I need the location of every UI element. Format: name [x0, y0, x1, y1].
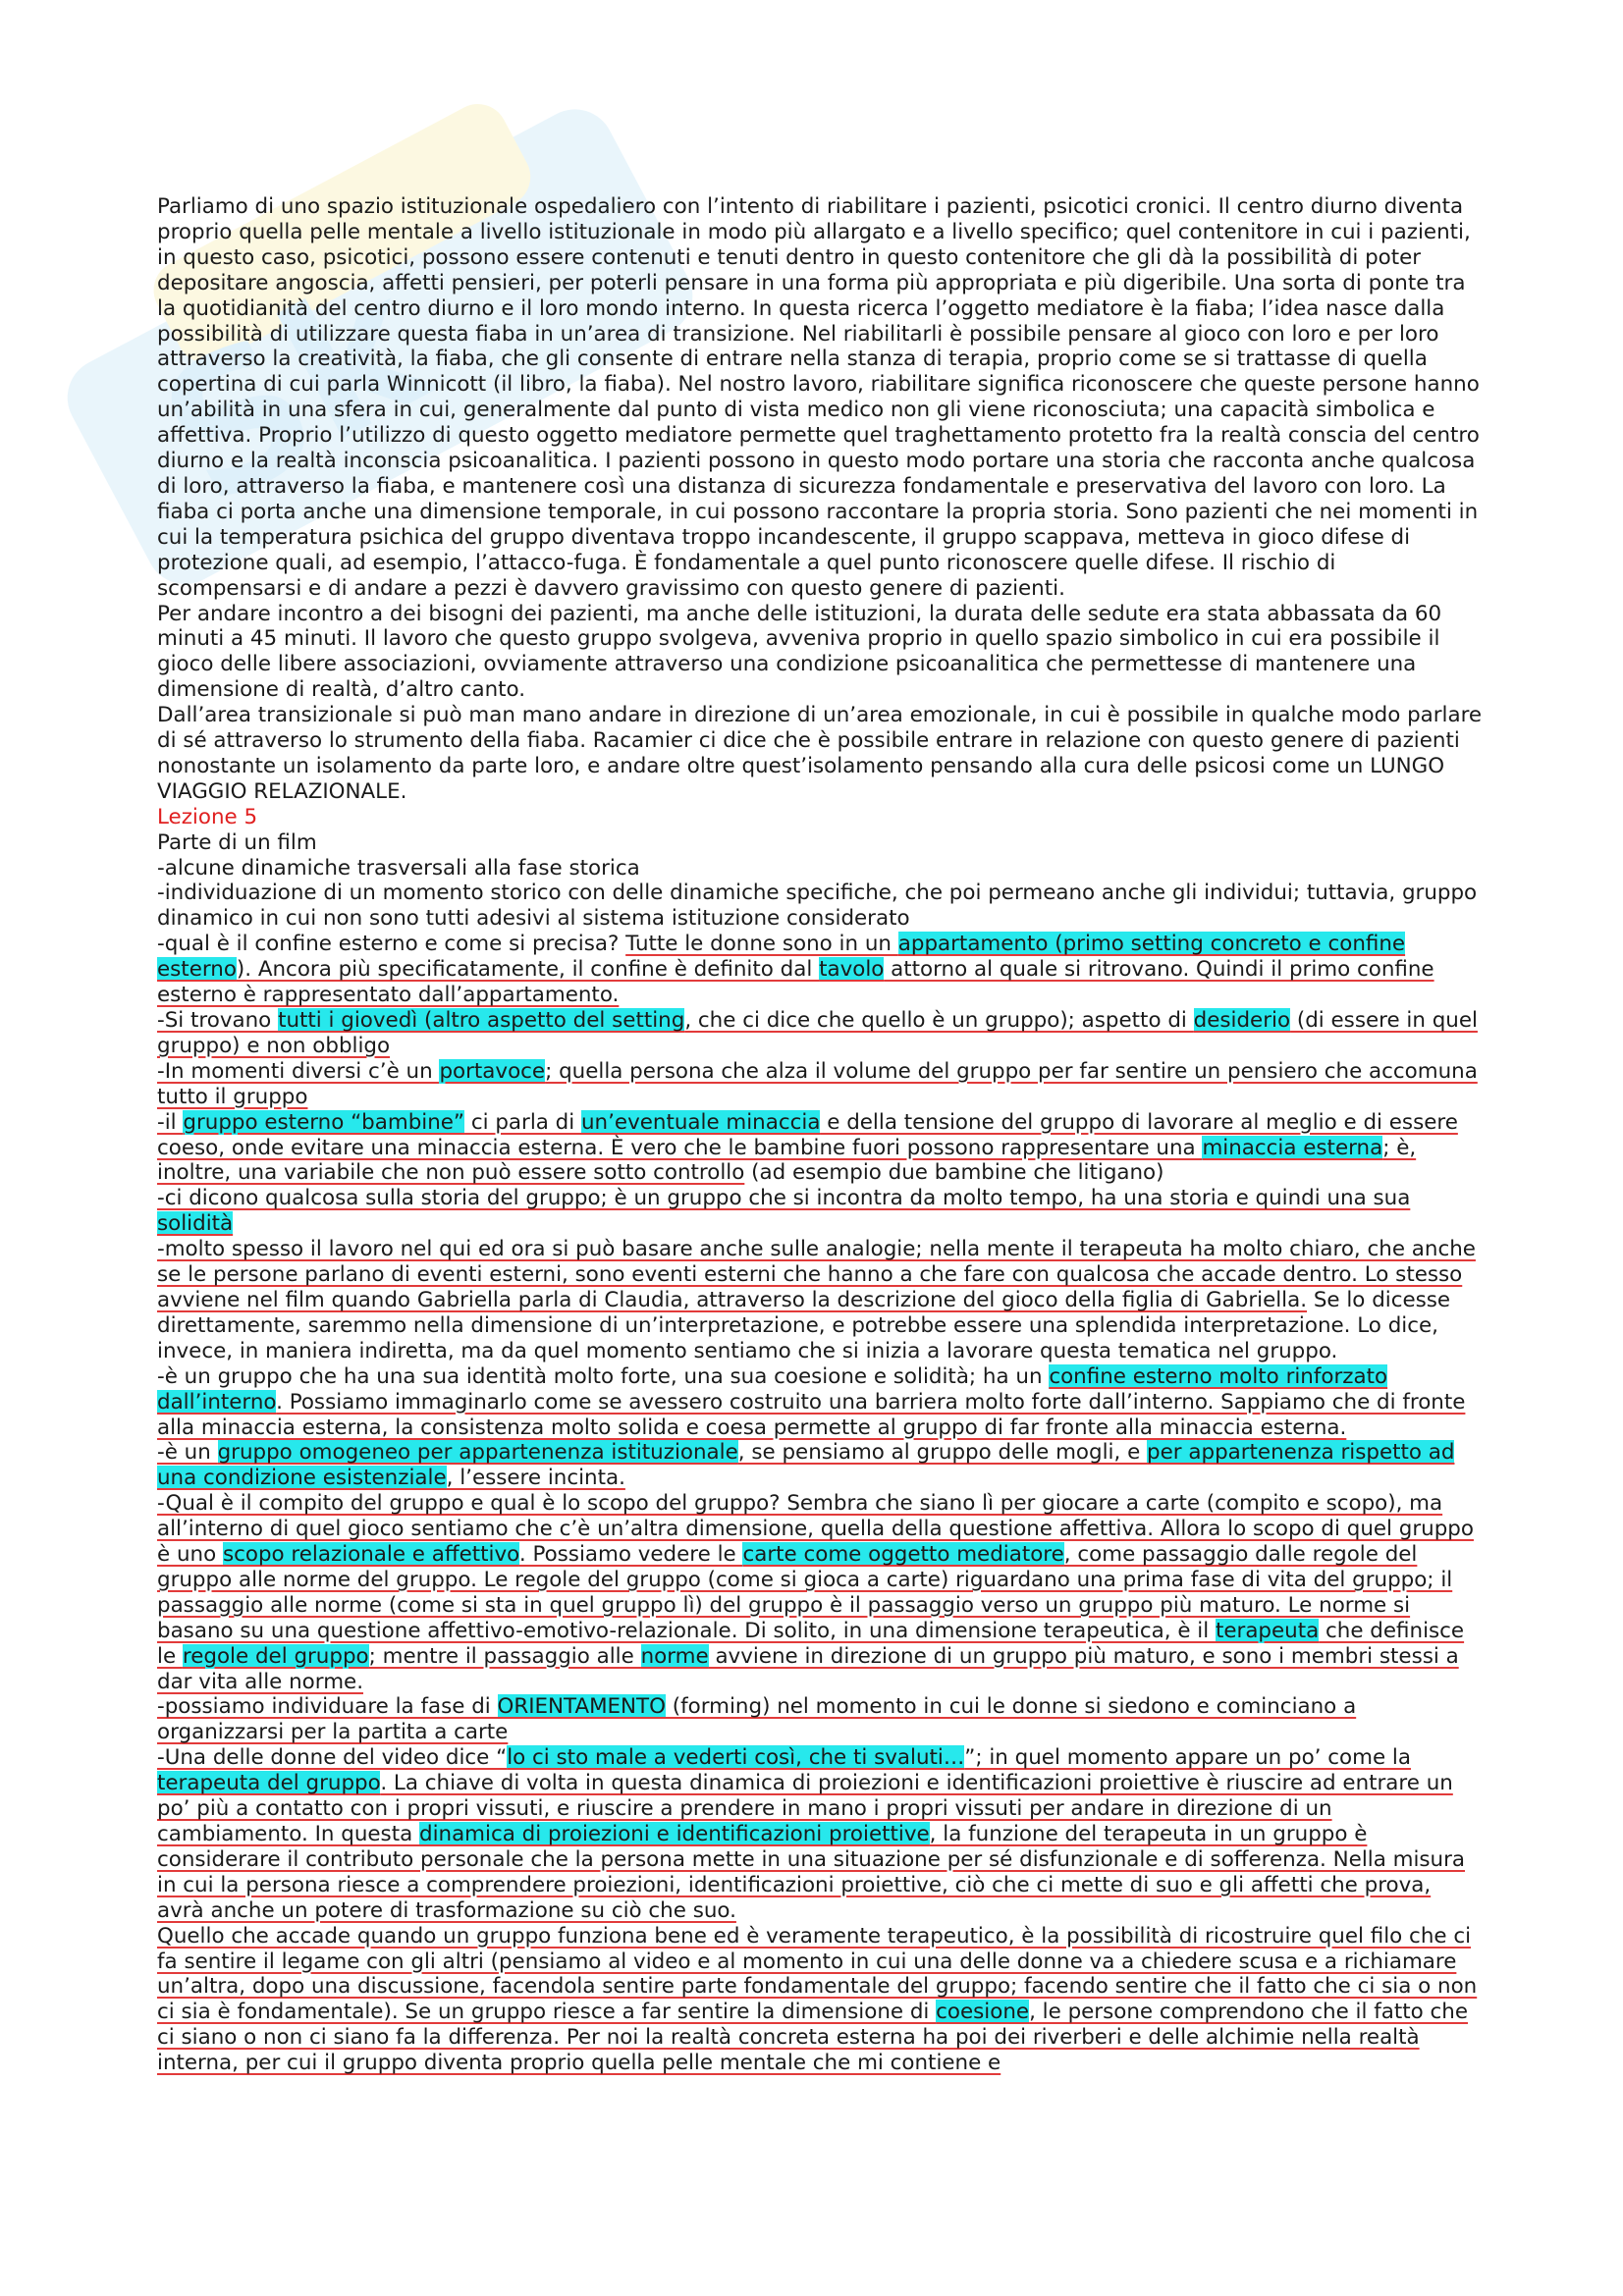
underlined-text: , le persone comprendono che il fatto che ci siano o non ci siano fa la differenza. Per noi la realtà concreta esterna ha poi dei riverberi e delle alchimie nella realtà interna, per cui il gruppo diventa proprio quella pelle mentale che mi contiene e: [157, 2000, 1468, 2076]
highlighted-phrase: lo ci sto male a vederti così, che ti svaluti…: [507, 1745, 965, 1771]
underlined-text: , l’essere incinta.: [446, 1466, 625, 1491]
annotated-paragraph: [157, 1491, 1483, 1694]
intro-paragraph: Per andare incontro a dei bisogni dei pazienti, ma anche delle istituzioni, la durata delle sedute era stata abbassata da 60 minuti a 45 minuti. Il lavoro che questo gruppo svolgeva, avveniva proprio in quello spazio simbolico in cui era possibile il gioco delle libere associazioni, ovviamente attraverso una condizione psicoanalitica che permettesse di mantenere una dimensione di realtà, d’altro canto.: [157, 601, 1442, 703]
underlined-text: . La chiave di volta in questa dinamica di proiezioni e identificazioni proiettive è riuscire ad entrare un po’ più a contatto con i propri vissuti, e riuscire a prendere in mano i propri vissuti per andare in direzione di un cambiamento. In questa: [157, 1771, 1453, 1846]
underlined-text: , come passaggio dalle regole del gruppo alle norme del gruppo. Le regole del gruppo (come si gioca a carte) riguardano una prima fase di vita del gruppo; il passaggio alle norme (come si sta in quel gruppo lì) del gruppo è il passaggio verso un gruppo più maturo. Le norme si basano su una questione affettivo-emotivo-relazionale. Di solito, in una dimensione terapeutica, è il: [157, 1542, 1453, 1643]
outline-line: -alcune dinamiche trasversali alla fase storica: [157, 855, 640, 881]
underlined-text: Quello che accade quando un gruppo funziona bene ed è veramente terapeutico, è la possibilità di ricostruire quel filo che ci fa sentire il legame con gli altri (pensiamo al video e al momento in cui una delle donne va a chiedere scusa e a richiamare un’altra, dopo una discussione, facendola sentire parte fondamentale del gruppo; facendo sentire che il fatto che ci sia o non ci sia è fondamentale). Se un gruppo riesce a far sentire la dimensione di: [157, 1923, 1478, 2025]
annotated-notes: [157, 932, 1483, 2076]
underlined-text: -possiamo individuare la fase di: [157, 1694, 498, 1720]
intro-paragraph: Dall’area transizionale si può man mano andare in direzione di un’area emozionale, in cui è possibile in qualche modo parlare di sé attraverso lo strumento della fiaba. Racamier ci dice che è possibile entrare in relazione con questo genere di pazienti nonostante un isolamento da parte loro, e andare oltre quest’isolamento pensando alla cura delle psicosi come un LUNGO VIAGGIO RELAZIONALE.: [157, 703, 1483, 804]
highlighted-phrase: scopo relazionale e affettivo: [222, 1542, 519, 1568]
annotated-paragraph: [157, 1694, 1483, 1745]
underlined-text: ci parla di: [464, 1109, 581, 1135]
underlined-text: -il: [157, 1109, 184, 1135]
outline-section: [157, 830, 1483, 933]
underlined-text: -ci dicono qualcosa sulla storia del gruppo; è un gruppo che si incontra da molto tempo, ha una storia e quindi una sua: [157, 1186, 1411, 1211]
highlighted-phrase: solidità: [157, 1211, 234, 1237]
underlined-text: -Una delle donne del video dice “: [157, 1745, 508, 1771]
highlighted-phrase: per appartenenza rispetto ad una condizione esistenziale: [157, 1440, 1455, 1491]
highlighted-phrase: portavoce: [439, 1058, 546, 1084]
svg-text:Sk: Sk: [129, 235, 460, 549]
underlined-text: (di essere in quel gruppo) e non obbligo: [157, 1008, 1478, 1058]
underlined-text: . Possiamo vedere le: [518, 1542, 743, 1568]
text-segment: (ad esempio due bambine che litigano): [744, 1160, 1164, 1186]
text-segment: -qual è il confine esterno e come si precisa?: [157, 932, 626, 957]
underlined-text: . Possiamo immaginarlo come se avessero costruito una barriera molto forte dall’interno. Sappiamo che di fronte alla minaccia esterna, la consistenza molto solida e coesa permette al gruppo di far fronte alla minaccia esterna.: [157, 1389, 1466, 1440]
underlined-text: , che ci dice che quello è un gruppo); aspetto di: [684, 1008, 1194, 1033]
underlined-text: ”; in quel momento appare un po’ come la: [964, 1745, 1411, 1771]
underlined-text: , se pensiamo al gruppo delle mogli, e: [737, 1440, 1148, 1466]
highlighted-phrase: regole del gruppo: [182, 1643, 369, 1669]
text-segment: -è un gruppo che ha una sua identità molto forte, una sua coesione e solidità; ha un: [157, 1363, 1050, 1389]
outline-line: -individuazione di un momento storico con delle dinamiche specifiche, che poi permeano anche gli individui; tuttavia, gruppo dinamico in cui non sono tutti adesivi al sistema istituzione considerato: [157, 881, 1478, 932]
underlined-text: Tutte le donne sono in un: [625, 932, 898, 957]
annotated-paragraph: [157, 1745, 1483, 1923]
underlined-text: -In momenti diversi c’è un: [157, 1058, 440, 1084]
underlined-text: -Si trovano: [157, 1008, 279, 1033]
highlighted-phrase: norme: [640, 1643, 709, 1669]
document-body: [157, 194, 1483, 2076]
highlighted-phrase: appartamento (primo setting concreto e confine esterno: [157, 932, 1406, 983]
text-segment: Se lo dicesse direttamente, saremmo nella dimensione di un’interpretazione, e potrebbe essere una splendida interpretazione. Lo dice, invece, in maniera indiretta, ma da quel momento sentiamo che si inizia a lavorare questa tematica nel gruppo.: [157, 1287, 1451, 1363]
highlighted-phrase: terapeuta del gruppo: [157, 1771, 381, 1796]
underlined-text: -Qual è il compito del gruppo e qual è lo scopo del gruppo? Sembra che siano lì per giocare a carte (compito e scopo), ma all’interno di quel gioco sentiamo che c’è un’altra dimensione, quella della questione affettiva. Allora lo scopo di quel gruppo è uno: [157, 1491, 1474, 1568]
annotated-paragraph: [157, 932, 1483, 1008]
underlined-text: e della tensione del gruppo di lavorare al meglio e di essere coeso, onde evitare una minaccia esterna. È vero che le bambine fuori possono rappresentare una: [157, 1109, 1458, 1160]
intro-section: [157, 194, 1483, 805]
annotated-paragraph: [157, 1110, 1483, 1187]
underlined-text: avviene in direzione di un gruppo più maturo, e sono i membri stessi a dar vita alle norme.: [157, 1643, 1459, 1694]
annotated-paragraph: [157, 1186, 1483, 1237]
underlined-text: ). Ancora più specificatamente, il confine è definito dal: [236, 957, 820, 983]
annotated-paragraph: [157, 1924, 1483, 2076]
intro-paragraph: Parliamo di uno spazio istituzionale ospedaliero con l’intento di riabilitare i pazienti, psicotici cronici. Il centro diurno diventa proprio quella pelle mentale a livello istituzionale in modo più allargato e a livello specifico; quel contenitore in cui i pazienti, in questo caso, psicotici, possono essere contenuti e tenuti dentro in questo contenitore che gli dà la possibilità di poter depositare angoscia, affetti pensieri, per poterli pensare in una forma più appropriata e più digeribile. Una sorta di ponte tra la quotidianità del centro diurno e il loro mondo interno. In questa ricerca l’oggetto mediatore è la fiaba; l’idea nasce dalla possibilità di utilizzare questa fiaba in un’area di transizione. Nel riabilitarli è possibile pensare al gioco con loro e per loro attraverso la creatività, la fiaba, che gli consente di entrare nella stanza di terapia, proprio come se si trattasse di quella copertina di cui parla Winnicott (il libro, la fiaba). Nel nostro lavoro, riabilitare significa riconoscere che queste persone hanno un’abilità in una sfera in cui, generalmente dal punto di vista medico non gli viene riconosciuta; una capacità simbolica e affettiva. Proprio l’utilizzo di questo oggetto mediatore permette quel traghettamento protetto fra la realtà conscia del centro diurno e la realtà inconscia psicoanalitica. I pazienti possono in questo modo portare una storia che racconta anche qualcosa di loro, attraverso la fiaba, e mantenere così una distanza di sicurezza fondamentale e preservativa del lavoro con loro. La fiaba ci porta anche una dimensione temporale, in cui possono raccontare la propria storia. Sono pazienti che nei momenti in cui la temperatura psichica del gruppo diventava troppo incandescente, il gruppo scappava, metteva in gioco difese di protezione quali, ad esempio, l’attacco-fuga. È fondamentale a quel punto riconoscere quelle difese. Il rischio di scompensarsi e di andare a pezzi è davvero gravissimo con questo genere di pazienti.: [157, 194, 1480, 601]
underlined-text: ; è, inoltre, una variabile che non può essere sotto controllo: [157, 1135, 1417, 1186]
underlined-text: -molto spesso il lavoro nel qui ed ora si può basare anche sulle analogie; nella mente il terapeuta ha molto chiaro, che anche se le persone parlano di eventi esterni, sono eventi esterni che hanno a che fare con qualcosa che accade dentro. Lo stesso avviene nel film quando Gabriella parla di Claudia, attraverso la descrizione del gioco della figlia di Gabriella.: [157, 1237, 1476, 1312]
highlighted-phrase: tutti i giovedì (altro aspetto del setting: [278, 1008, 685, 1033]
underlined-text: , la funzione del terapeuta in un gruppo è considerare il contributo personale che la persona mette in una situazione per sé disfunzionale e di sofferenza. Nella misura in cui la persona riesce a comprendere proiezioni, identificazioni proiettive, ciò che ci mette di suo e gli affetti che prova, avrà anche un potere di trasformazione su ciò che suo.: [157, 1822, 1465, 1923]
underlined-text: ; quella persona che alza il volume del gruppo per far sentire un pensiero che accomuna tutto il gruppo: [157, 1058, 1478, 1109]
annotated-paragraph: [157, 1364, 1483, 1441]
highlighted-phrase: carte come oggetto mediatore: [742, 1542, 1064, 1568]
annotated-paragraph: [157, 1008, 1483, 1059]
highlighted-phrase: minaccia esterna: [1202, 1135, 1383, 1160]
highlighted-phrase: desiderio: [1193, 1008, 1291, 1033]
highlighted-phrase: ORIENTAMENTO: [497, 1694, 666, 1720]
highlighted-phrase: gruppo omogeneo per appartenenza istituzionale: [217, 1440, 738, 1466]
underlined-text: ; mentre il passaggio alle: [368, 1643, 641, 1669]
outline-line: Parte di un film: [157, 829, 317, 855]
highlighted-phrase: un’eventuale minaccia: [581, 1109, 821, 1135]
highlighted-phrase: coesione: [936, 2000, 1030, 2025]
underlined-text: -è un: [157, 1440, 218, 1466]
highlighted-phrase: confine esterno molto rinforzato dall’interno: [157, 1363, 1388, 1415]
lesson-heading: Lezione 5: [157, 804, 258, 829]
annotated-paragraph: [157, 1440, 1483, 1491]
underlined-text: che definisce le: [157, 1618, 1465, 1669]
highlighted-phrase: gruppo esterno “bambine”: [183, 1109, 465, 1135]
annotated-paragraph: [157, 1237, 1483, 1364]
annotated-paragraph: [157, 1059, 1483, 1110]
underlined-text: attorno al quale si ritrovano. Quindi il primo confine esterno è rappresentato dall’appartamento.: [157, 957, 1434, 1008]
highlighted-phrase: dinamica di proiezioni e identificazioni proiettive: [419, 1822, 930, 1846]
underlined-text: (forming) nel momento in cui le donne si siedono e cominciano a organizzarsi per la partita a carte: [157, 1694, 1357, 1745]
highlighted-phrase: terapeuta: [1215, 1618, 1320, 1643]
highlighted-phrase: tavolo: [819, 957, 885, 983]
